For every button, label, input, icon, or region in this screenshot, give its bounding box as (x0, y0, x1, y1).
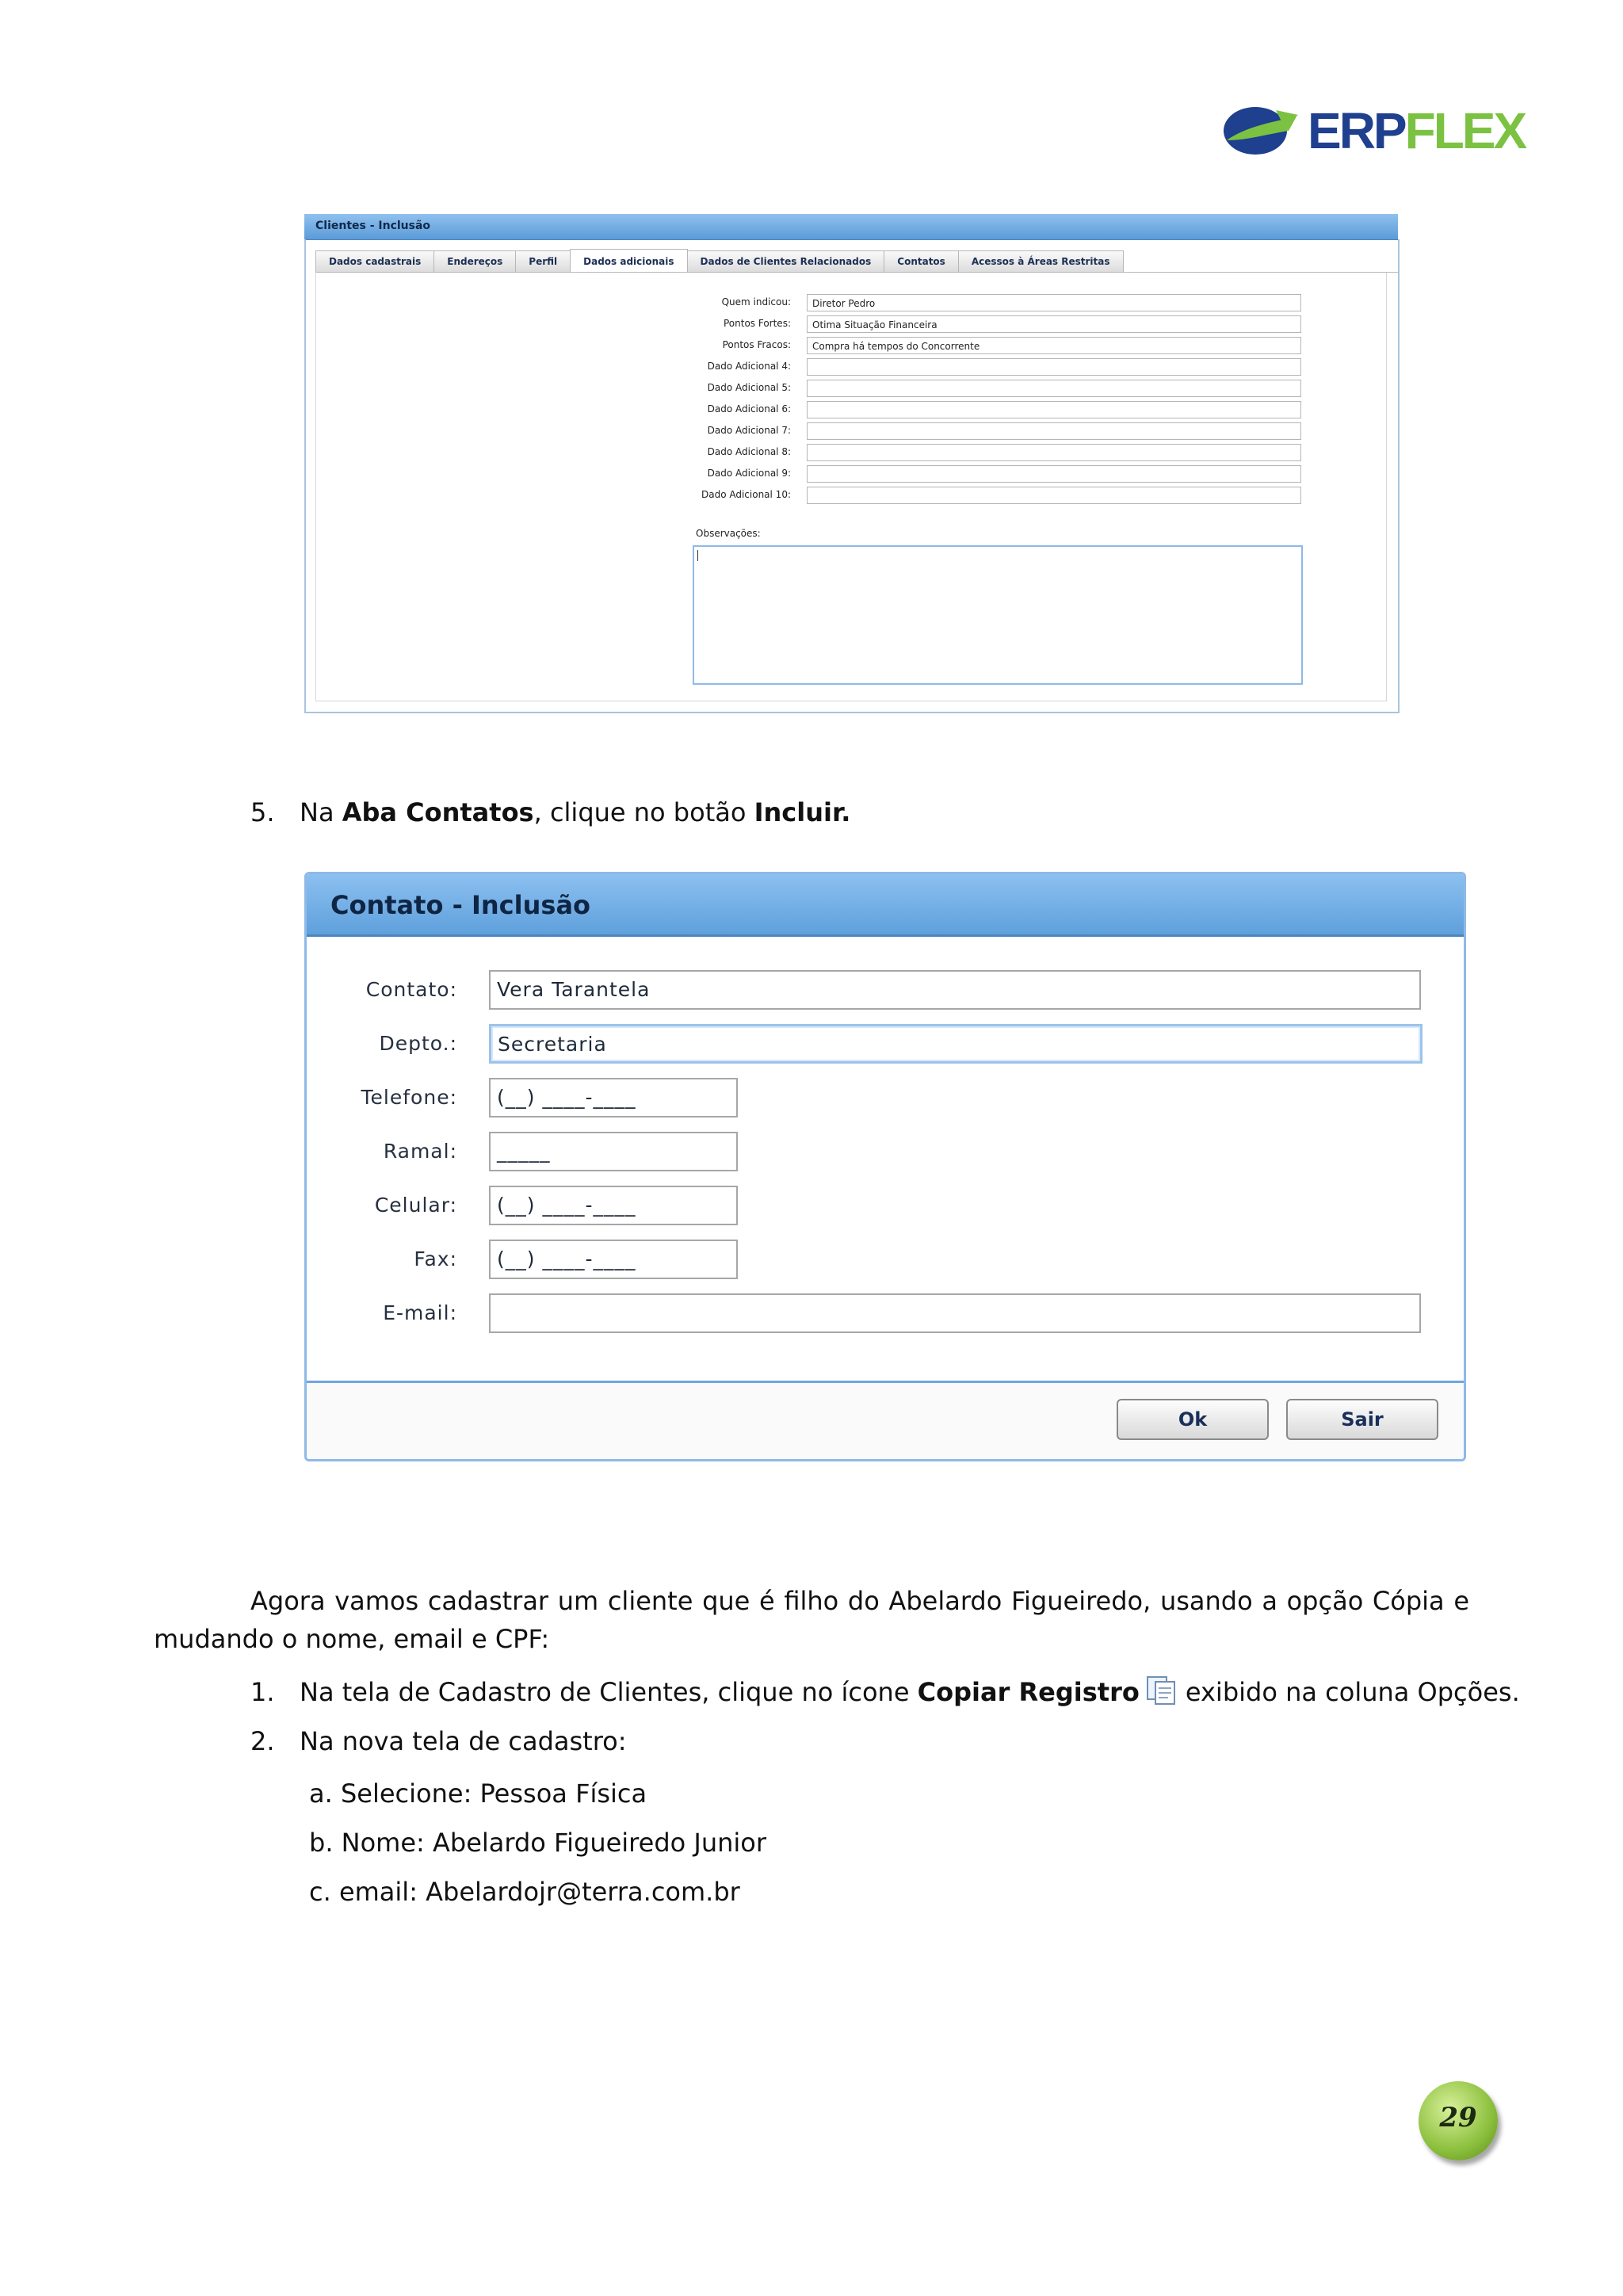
ramal-label: Ramal: (383, 1140, 457, 1163)
email-label: E-mail: (383, 1301, 457, 1324)
list-text: Na tela de Cadastro de Clientes, clique no ícone (300, 1677, 918, 1707)
contato-input[interactable]: Vera Tarantela (489, 970, 1421, 1010)
ok-button[interactable]: Ok (1117, 1399, 1269, 1440)
step-bold-incluir: Incluir. (754, 797, 851, 827)
sub-item-b: b. Nome: Abelardo Figueiredo Junior (309, 1828, 766, 1858)
celular-label: Celular: (374, 1194, 457, 1217)
erpflex-swoosh-icon (1220, 99, 1300, 162)
pontos-fracos-input[interactable]: Compra há tempos do Concorrente (807, 337, 1301, 354)
paragraph-text: Agora vamos cadastrar um cliente que é filho do Abelardo Figueiredo, usando a opção Cópia e mudando o nome, email e CPF: (154, 1586, 1469, 1654)
intro-paragraph (154, 1582, 1469, 1658)
dado-adicional-8-input[interactable] (807, 444, 1301, 461)
field-label: Pontos Fortes: (723, 318, 791, 329)
dado-adicional-9-input[interactable] (807, 465, 1301, 483)
tab-dados-cadastrais[interactable]: Dados cadastrais (315, 250, 434, 272)
fax-input[interactable]: (__) ____-____ (489, 1240, 738, 1279)
dialog-footer (307, 1383, 1464, 1459)
field-label: Quem indicou: (721, 296, 791, 308)
fax-label: Fax: (414, 1247, 457, 1270)
dialog-titlebar (307, 874, 1464, 937)
window-titlebar (304, 214, 1398, 240)
step-number: 5. (250, 797, 275, 827)
list-number: 2. (250, 1726, 275, 1756)
list-number: 1. (250, 1677, 275, 1707)
tab-clientes-relacionados[interactable]: Dados de Clientes Relacionados (687, 250, 885, 272)
page-number: 29 (1439, 2102, 1477, 2134)
telefone-input[interactable]: (__) ____-____ (489, 1078, 738, 1117)
tab-dados-adicionais[interactable]: Dados adicionais (570, 249, 687, 272)
dado-adicional-7-input[interactable] (807, 422, 1301, 440)
field-label: Dado Adicional 5: (707, 382, 791, 393)
ramal-input[interactable]: _____ (489, 1132, 738, 1171)
logo-text-flex: FLEX (1404, 102, 1526, 159)
contato-label: Contato: (365, 978, 457, 1001)
logo-text-erp: ERP (1308, 102, 1405, 159)
text-cursor (697, 550, 698, 561)
field-label: Dado Adicional 4: (707, 361, 791, 372)
observacoes-textarea[interactable] (693, 545, 1303, 685)
field-label: Dado Adicional 9: (707, 468, 791, 479)
sair-button[interactable]: Sair (1286, 1399, 1438, 1440)
copiar-registro-bold: Copiar Registro (917, 1677, 1140, 1707)
step-text: , clique no botão (533, 797, 754, 827)
tab-enderecos[interactable]: Endereços (433, 250, 516, 272)
field-label: Dado Adicional 6: (707, 403, 791, 415)
field-label: Dado Adicional 8: (707, 446, 791, 457)
step-bold-aba-contatos: Aba Contatos (342, 797, 534, 827)
pontos-fortes-input[interactable]: Otima Situação Financeira (807, 315, 1301, 333)
quem-indicou-input[interactable]: Diretor Pedro (807, 294, 1301, 311)
step-text: Na (300, 797, 342, 827)
clientes-inclusao-screenshot (304, 214, 1398, 713)
dialog-title: Contato - Inclusão (330, 890, 591, 920)
celular-input[interactable]: (__) ____-____ (489, 1186, 738, 1225)
step-5 (250, 797, 850, 827)
list-item-2 (250, 1726, 627, 1756)
page-number-badge (1419, 2081, 1498, 2160)
copy-record-icon (1144, 1675, 1184, 1706)
dialog-body (307, 937, 1464, 1383)
observacoes-label: Observações: (696, 528, 761, 539)
window-title: Clientes - Inclusão (315, 220, 431, 232)
sub-item-c: c. email: Abelardojr@terra.com.br (309, 1877, 740, 1907)
tab-contatos[interactable]: Contatos (884, 250, 959, 272)
dado-adicional-10-input[interactable] (807, 487, 1301, 504)
email-input[interactable] (489, 1293, 1421, 1333)
dado-adicional-5-input[interactable] (807, 380, 1301, 397)
list-text: Na nova tela de cadastro: (300, 1726, 627, 1756)
contato-dialog (304, 872, 1466, 1461)
erpflex-logo (1220, 99, 1526, 162)
tab-perfil[interactable]: Perfil (515, 250, 571, 272)
list-item-1 (250, 1675, 1520, 1707)
contato-inclusao-dialog-screenshot (304, 872, 1466, 1468)
dado-adicional-6-input[interactable] (807, 401, 1301, 418)
depto-input[interactable]: Secretaria (489, 1024, 1423, 1064)
field-label: Dado Adicional 7: (707, 425, 791, 436)
list-text: exibido na coluna Opções. (1185, 1677, 1520, 1707)
sub-item-a: a. Selecione: Pessoa Física (309, 1778, 647, 1809)
dado-adicional-4-input[interactable] (807, 358, 1301, 376)
telefone-label: Telefone: (361, 1086, 457, 1109)
tab-bar (315, 250, 1123, 273)
field-label: Pontos Fracos: (722, 339, 791, 350)
field-label: Dado Adicional 10: (701, 489, 791, 500)
tab-acessos-restritas[interactable]: Acessos à Áreas Restritas (958, 250, 1124, 272)
depto-label: Depto.: (379, 1032, 457, 1055)
